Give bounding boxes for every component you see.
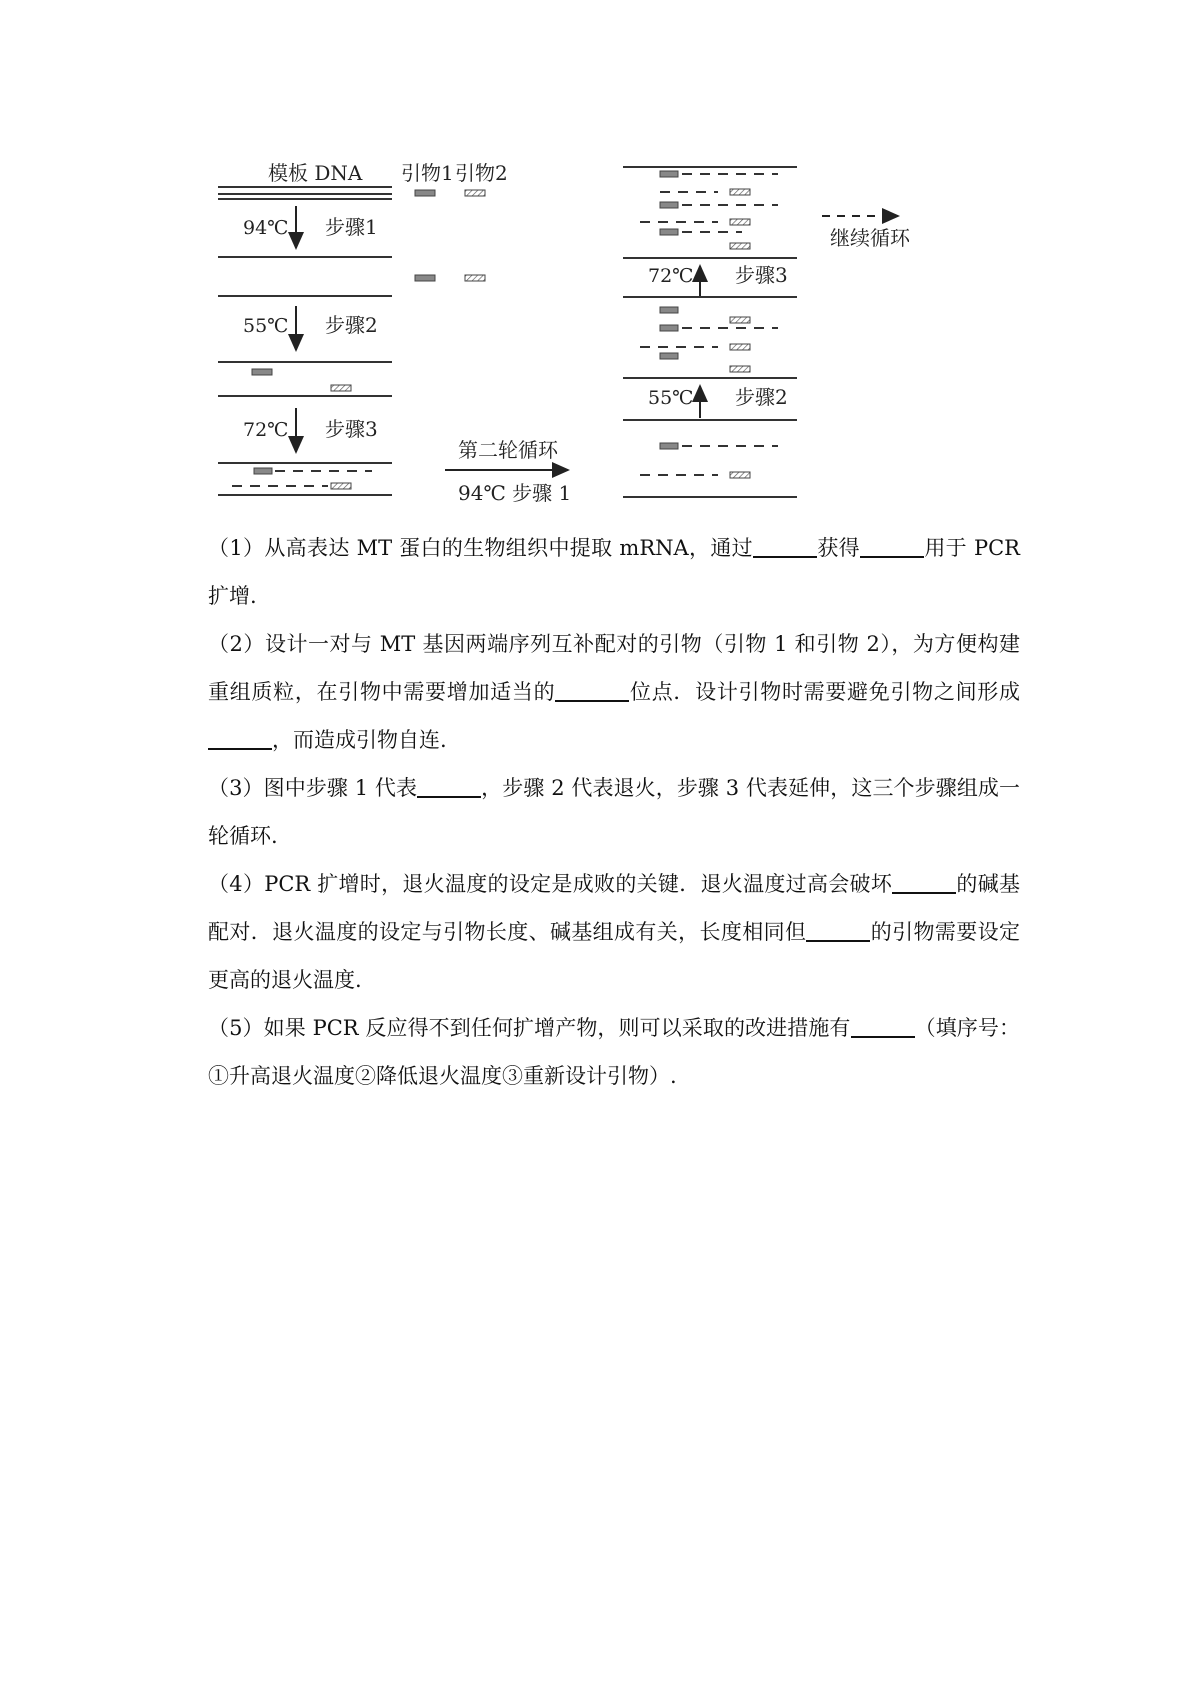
question-3: [208, 764, 1020, 860]
pcr-diagram: [0, 0, 1200, 520]
right-step2-label: 步骤2: [735, 385, 788, 409]
question-text: ，步骤 2 代表退火，步骤 3 代表延伸，这三个步骤组成一轮循环.: [208, 776, 1021, 848]
question-text: （填序号：①升高退火温度②降低退火温度③重新设计引物）.: [208, 1016, 1020, 1088]
question-text: 的引物需要设定更高的退火温度.: [208, 920, 1021, 992]
answer-blank: [417, 772, 481, 798]
left-step1-label: 步骤1: [325, 215, 378, 239]
right-step3-label: 步骤3: [735, 263, 788, 287]
right-bottom-products: [640, 443, 778, 478]
primer-2-icon: [465, 190, 485, 196]
answer-blank: [851, 1012, 915, 1038]
question-text: 位点．设计引物时需要避免引物之间形成: [629, 680, 1021, 704]
second-cycle-label: 第二轮循环: [458, 438, 558, 462]
question-text: 获得: [817, 536, 860, 560]
template-strands-top: [218, 187, 392, 199]
right-step3-temp: 72℃: [648, 265, 694, 287]
right-step2-temp: 55℃: [648, 387, 694, 409]
question-1: [208, 524, 1020, 620]
question-text: （1）从高表达 MT 蛋白的生物组织中提取 mRNA，通过: [208, 536, 754, 560]
left-step1-temp: 94℃: [243, 217, 289, 239]
continue-cycle-label: 继续循环: [830, 226, 910, 250]
question-text: （5）如果 PCR 反应得不到任何扩增产物，则可以采取的改进措施有: [208, 1016, 851, 1040]
question-text: （2）设计一对与 MT 基因两端序列互补配对的引物（引物 1 和引物 2），为方便构建重组质粒，在引物中需要增加适当的: [208, 632, 1020, 704]
question-text: （3）图中步骤 1 代表: [208, 776, 418, 800]
answer-blank: [860, 532, 924, 558]
question-text: ，而造成引物自连.: [272, 728, 447, 752]
template-dna-label: 模板 DNA: [268, 161, 363, 185]
answer-blank: [753, 532, 817, 558]
right-top-products: [640, 171, 778, 249]
question-text: 的碱基配对．退火温度的设定与引物长度、碱基组成有关，长度相同但: [208, 872, 1021, 944]
answer-blank: [892, 868, 956, 894]
primer-2-icon: [465, 275, 485, 281]
left-step2-label: 步骤2: [325, 313, 378, 337]
question-5: [208, 1004, 1020, 1100]
primer-2-label: 引物2: [455, 161, 508, 185]
answer-blank: [806, 916, 870, 942]
question-list: [208, 524, 1020, 1100]
left-step2-temp: 55℃: [243, 315, 289, 337]
left-step3-label: 步骤3: [325, 417, 378, 441]
primer-1-icon: [252, 369, 272, 375]
answer-blank: [208, 724, 272, 750]
question-4: [208, 860, 1020, 1004]
right-middle-products: [640, 307, 778, 372]
primer-2-icon: [331, 385, 351, 391]
left-step3-temp: 72℃: [243, 419, 289, 441]
second-cycle-step: 94℃ 步骤 1: [458, 481, 572, 505]
primer-2-icon: [331, 483, 351, 489]
primer-1-icon: [415, 190, 435, 196]
question-text: 用于 PCR 扩增.: [208, 536, 1020, 608]
primer-1-label: 引物1: [401, 161, 454, 185]
primer-1-icon: [254, 468, 272, 474]
question-2: [208, 620, 1020, 764]
primer-1-icon: [415, 275, 435, 281]
answer-blank: [555, 676, 629, 702]
question-text: （4）PCR 扩增时，退火温度的设定是成败的关键．退火温度过高会破坏: [208, 872, 893, 896]
